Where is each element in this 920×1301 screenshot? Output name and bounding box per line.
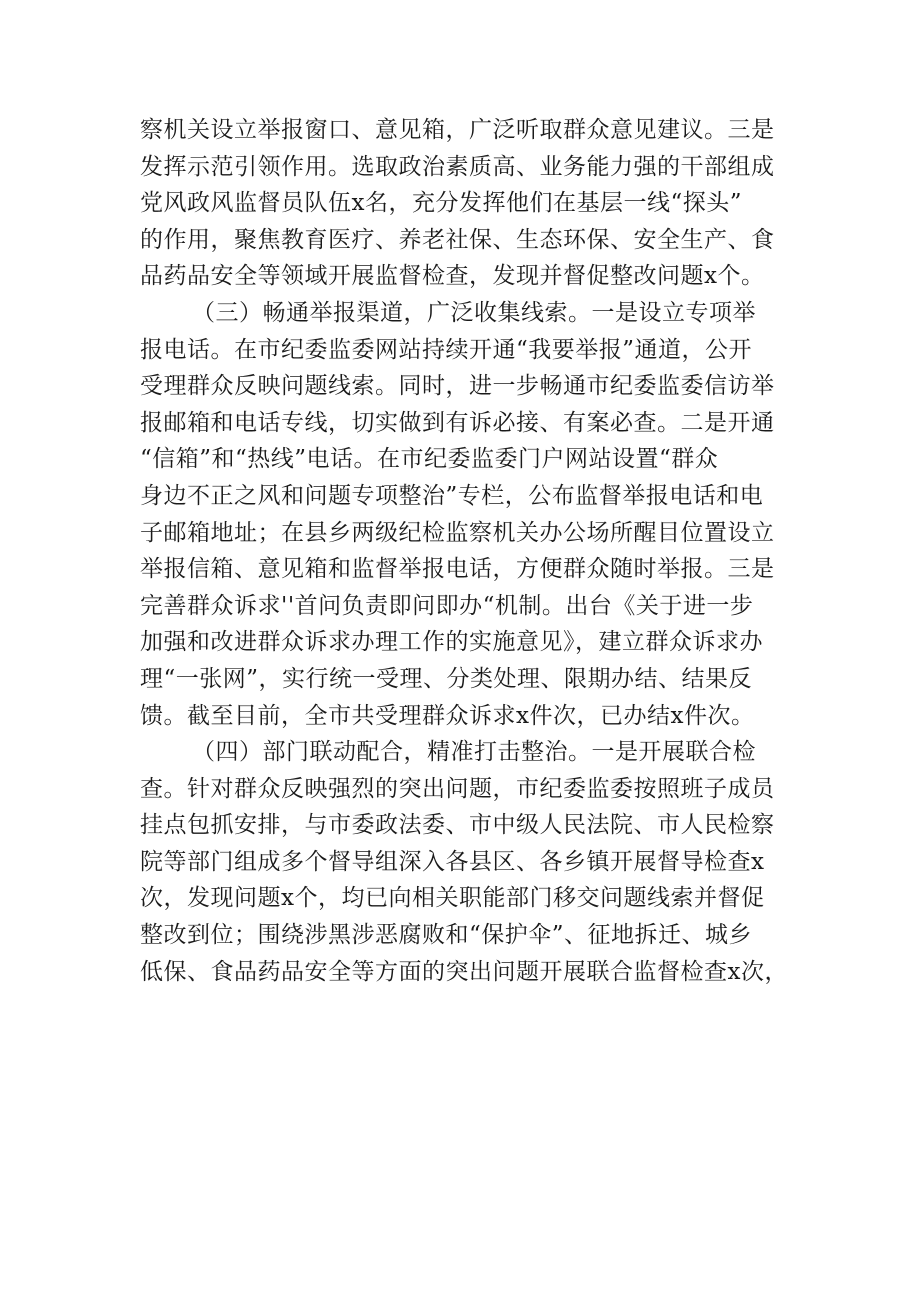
- body-text-line: 院等部门组成多个督导组深入各县区、各乡镇开展督导检查x: [140, 848, 765, 875]
- body-text-line: 身边不正之风和问题专项整治”专栏，公布监督举报电话和电: [140, 482, 764, 509]
- body-text-line: 受理群众反映问题线索。同时，进一步畅通市纪委监委信访举: [140, 373, 775, 400]
- body-text-line: 整改到位；围绕涉黑涉恶腐败和“保护伞”、征地拆迁、城乡: [140, 922, 753, 949]
- body-text-line: 低保、食品药品安全等方面的突出问题开展联合监督检查x次，: [140, 958, 788, 985]
- body-text-line: 发挥示范引领作用。选取政治素质高、业务能力强的干部组成: [140, 153, 775, 180]
- body-text-line: 挂点包抓安排，与市委政法委、市中级人民法院、市人民检察: [140, 812, 775, 839]
- body-text-line: “信箱”和“热线”电话。在市纪委监委门户网站设置“群众: [140, 446, 719, 473]
- body-text-line: 查。针对群众反映强烈的突出问题，市纪委监委按照班子成员: [140, 775, 775, 802]
- body-text-line: 报邮箱和电话专线，切实做到有诉必接、有案必查。二是开通: [140, 409, 775, 436]
- section-heading-line: （三）畅通举报渠道，广泛收集线索。一是设立专项举: [192, 299, 756, 326]
- section-heading-line: （四）部门联动配合，精准打击整治。一是开展联合检: [192, 739, 756, 766]
- body-text-line: 馈。截至目前，全市共受理群众诉求x件次，已办结x件次。: [140, 702, 755, 729]
- body-text-line: 报电话。在市纪委监委网站持续开通“我要举报”通道，公开: [140, 336, 753, 363]
- body-text-line: 完善群众诉求''首问负责即问即办“机制。出台《关于进一步: [140, 592, 754, 619]
- body-text-line: 子邮箱地址；在县乡两级纪检监察机关办公场所醒目位置设立: [140, 519, 775, 546]
- body-text-line: 党风政风监督员队伍x名，充分发挥他们在基层一线“探头”: [140, 190, 742, 217]
- body-text-line: 加强和改进群众诉求办理工作的实施意见》，建立群众诉求办: [140, 629, 763, 656]
- body-text-line: 举报信箱、意见箱和监督举报电话，方便群众随时举报。三是: [140, 556, 775, 583]
- body-text-line: 品药品安全等领域开展监督检查，发现并督促整改问题x个。: [140, 263, 765, 290]
- body-text-line: 理“一张网”，实行统一受理、分类处理、限期办结、结果反: [140, 665, 753, 692]
- body-text-line: 的作用，聚焦教育医疗、养老社保、生态环保、安全生产、食: [140, 226, 775, 253]
- body-text-line: 次，发现问题x个，均已向相关职能部门移交问题线索并督促: [140, 885, 765, 912]
- body-text-line: 察机关设立举报窗口、意见箱，广泛听取群众意见建议。三是: [140, 117, 775, 143]
